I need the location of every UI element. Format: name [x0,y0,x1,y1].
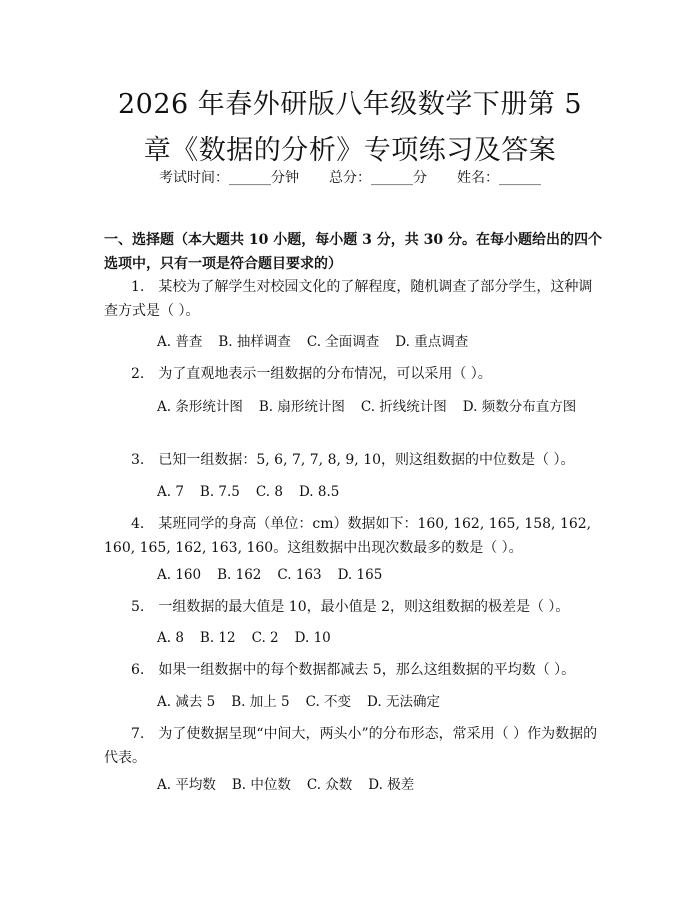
document-title: 2026 年春外研版八年级数学下册第 5 章《数据的分析》专项练习及答案 [117,89,583,166]
question-4-options [104,563,604,587]
option: A. 平均数 [157,777,216,793]
option: C. 2 [251,630,279,646]
option: D. 极差 [368,777,415,793]
section-heading-choice: 一、选择题（本大题共 10 小题，每小题 3 分，共 30 分。在每小题给出的四个选项中，只有一项是符合题目要求的） [104,232,602,272]
option: B. 抽样调查 [218,334,291,350]
option: C. 众数 [306,777,353,793]
question-5-options [104,626,604,650]
option: B. 中位数 [231,777,291,793]
option: A. 条形统计图 [157,399,243,415]
option: A. 7 [157,484,184,500]
question-4: 4. 某班同学的身高（单位：cm）数据如下：160, 162, 165, 158, 162, 160, 165, 162, 163, 160。这组数据中出现次数最多的数是（ ）。 [104,516,592,556]
option: D. 10 [294,630,331,646]
option: D. 8.5 [298,484,340,500]
question-1: 1. 某校为了解学生对校园文化的了解程度，随机调查了部分学生，这种调查方式是（ ）。 [104,279,593,319]
option: B. 12 [199,630,236,646]
student-name-field: 姓名：______ [457,170,541,186]
option: D. 频数分布直方图 [462,399,577,415]
exam-info-line [0,168,700,188]
option: B. 7.5 [199,484,240,500]
option: D. 重点调查 [395,334,469,350]
option: D. 165 [337,567,383,583]
option: C. 全面调查 [306,334,380,350]
option: B. 162 [217,567,262,583]
option: D. 无法确定 [367,694,440,710]
option: B. 扇形统计图 [258,399,345,415]
option: C. 折线统计图 [360,399,447,415]
option: C. 不变 [305,694,352,710]
question-1-options [104,330,604,354]
option: A. 普查 [157,334,203,350]
question-3: 3. 已知一组数据：5, 6, 7, 7, 8, 9, 10，则这组数据的中位数是（ ）。 [131,452,575,468]
option: A. 减去 5 [157,694,216,710]
question-2: 2. 为了直观地表示一组数据的分布情况，可以采用（ ）。 [131,366,492,382]
question-7-options [104,773,604,797]
option: C. 8 [255,484,283,500]
question-6-options [104,690,604,714]
option: B. 加上 5 [231,694,290,710]
option: A. 160 [157,567,202,583]
exam-time-field: 考试时间：______分钟 [159,170,299,186]
option: C. 163 [277,567,322,583]
question-3-options [104,480,604,504]
total-score-field: 总分：______分 [329,170,427,186]
question-7: 7. 为了使数据呈现“中间大，两头小”的分布形态，常采用（ ）作为数据的代表。 [104,726,598,766]
question-5: 5. 一组数据的最大值是 10，最小值是 2，则这组数据的极差是（ ）。 [131,599,570,615]
question-6: 6. 如果一组数据中的每个数据都减去 5，那么这组数据的平均数（ ）。 [131,662,576,678]
option: A. 8 [157,630,184,646]
question-2-options [104,395,604,419]
